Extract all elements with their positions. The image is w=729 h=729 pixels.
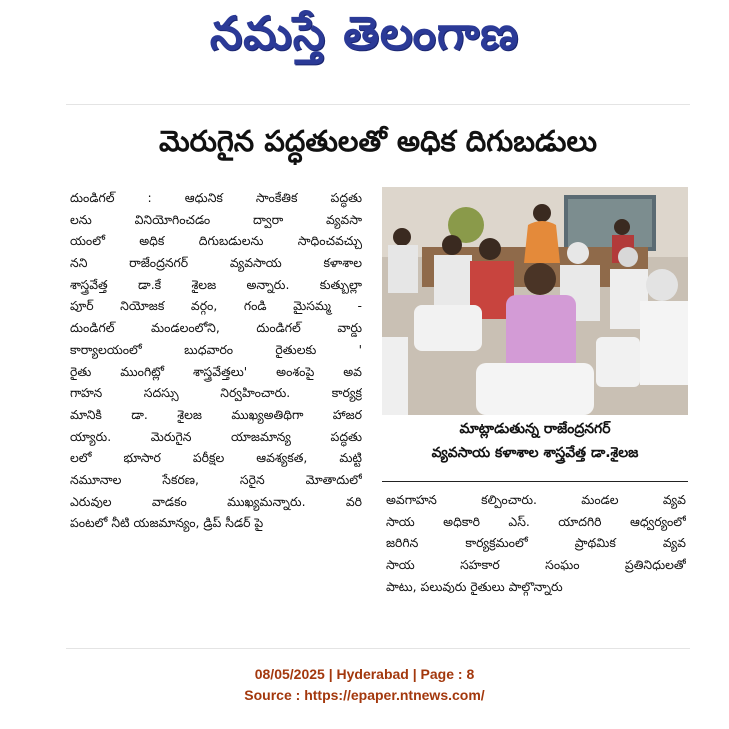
divider xyxy=(66,648,690,649)
body-line: మానికి డా. శైలజ ముఖ్యఅతిథిగా హాజర xyxy=(70,406,362,422)
masthead xyxy=(0,4,729,74)
body-line: దుండిగల్ మండలంలోని, దుండిగల్ వార్డు xyxy=(70,320,362,336)
article-photo xyxy=(382,187,688,415)
caption-line: మాట్లాడుతున్న రాజేంద్రనగర్ xyxy=(459,421,611,437)
body-line: రైతు ముంగిట్లో శాస్త్రవేత్తలు' అంశంపై అవ xyxy=(70,363,362,379)
body-line: పాటు, పలువురు రైతులు పాల్గొన్నారు xyxy=(386,578,563,594)
source-url: Source : https://epaper.ntnews.com/ xyxy=(244,687,485,703)
body-line: దుండిగల్ : ఆధునిక సాంకేతిక పద్ధతు xyxy=(70,190,362,205)
news-clipping xyxy=(66,104,690,635)
meeting-photo xyxy=(382,187,688,415)
body-line: లలో భూసార పరీక్షల ఆవశ్యకత, మట్టి xyxy=(70,450,362,466)
body-line: కార్యాలయంలో బుధవారం రైతులకు ' xyxy=(70,341,362,357)
body-line: య్యారు. మెరుగైన యాజమాన్య పద్ధతు xyxy=(70,428,362,444)
body-line: నమూనాల సేకరణ, సరైన మోతాదులో xyxy=(70,471,362,487)
date-location-page: 08/05/2025 | Hyderabad | Page : 8 xyxy=(254,666,475,682)
body-line: గాహన సదస్సు నిర్వహించారు. కార్యక్ర xyxy=(70,385,362,401)
source-footer xyxy=(0,664,729,706)
body-line: లను వినియోగించడం ద్వారా వ్యవసా xyxy=(70,211,362,227)
body-line: అవగాహన కల్పించారు. మండల వ్యవ xyxy=(386,492,686,507)
body-line: ఎరువుల వాడకం ముఖ్యమన్నారు. వరి xyxy=(70,493,362,509)
body-line: పంటలో నీటి యజమాన్యం, డ్రిప్ సీడర్ పై xyxy=(70,515,264,531)
body-line: సాయ సహకార సంఘం ప్రతినిధులతో xyxy=(386,557,686,573)
article-body-left xyxy=(70,187,362,534)
body-line: శాస్త్రవేత్త డా.కే శైలజ అన్నారు. కుత్బుల్లా xyxy=(70,276,362,292)
body-line: సాయ అధికారి ఎస్. యాదగిరి ఆధ్వర్యంలో xyxy=(386,513,686,529)
caption-line: వ్యవసాయ కళాశాల శాస్త్రవేత్త డా.శైలజ xyxy=(431,445,639,461)
body-line: జరిగిన కార్యక్రమంలో ప్రాథమిక వ్యవ xyxy=(386,535,686,551)
body-line: యంలో అధిక దిగుబడులను సాధించవచ్చు xyxy=(70,233,362,249)
article-headline: మెరుగైన పద్ధతులతో అధిక దిగుబడులు xyxy=(158,124,598,158)
body-line: పూర్ నియోజక వర్గం, గండి మైసమ్మ - xyxy=(70,298,362,314)
photo-caption xyxy=(382,417,688,482)
article-body-right xyxy=(386,489,686,597)
body-line: నని రాజేంద్రనగర్ వ్యవసాయ కళాశాల xyxy=(70,255,362,271)
masthead-logo: నమస్తే తెలంగాణ xyxy=(209,6,520,60)
